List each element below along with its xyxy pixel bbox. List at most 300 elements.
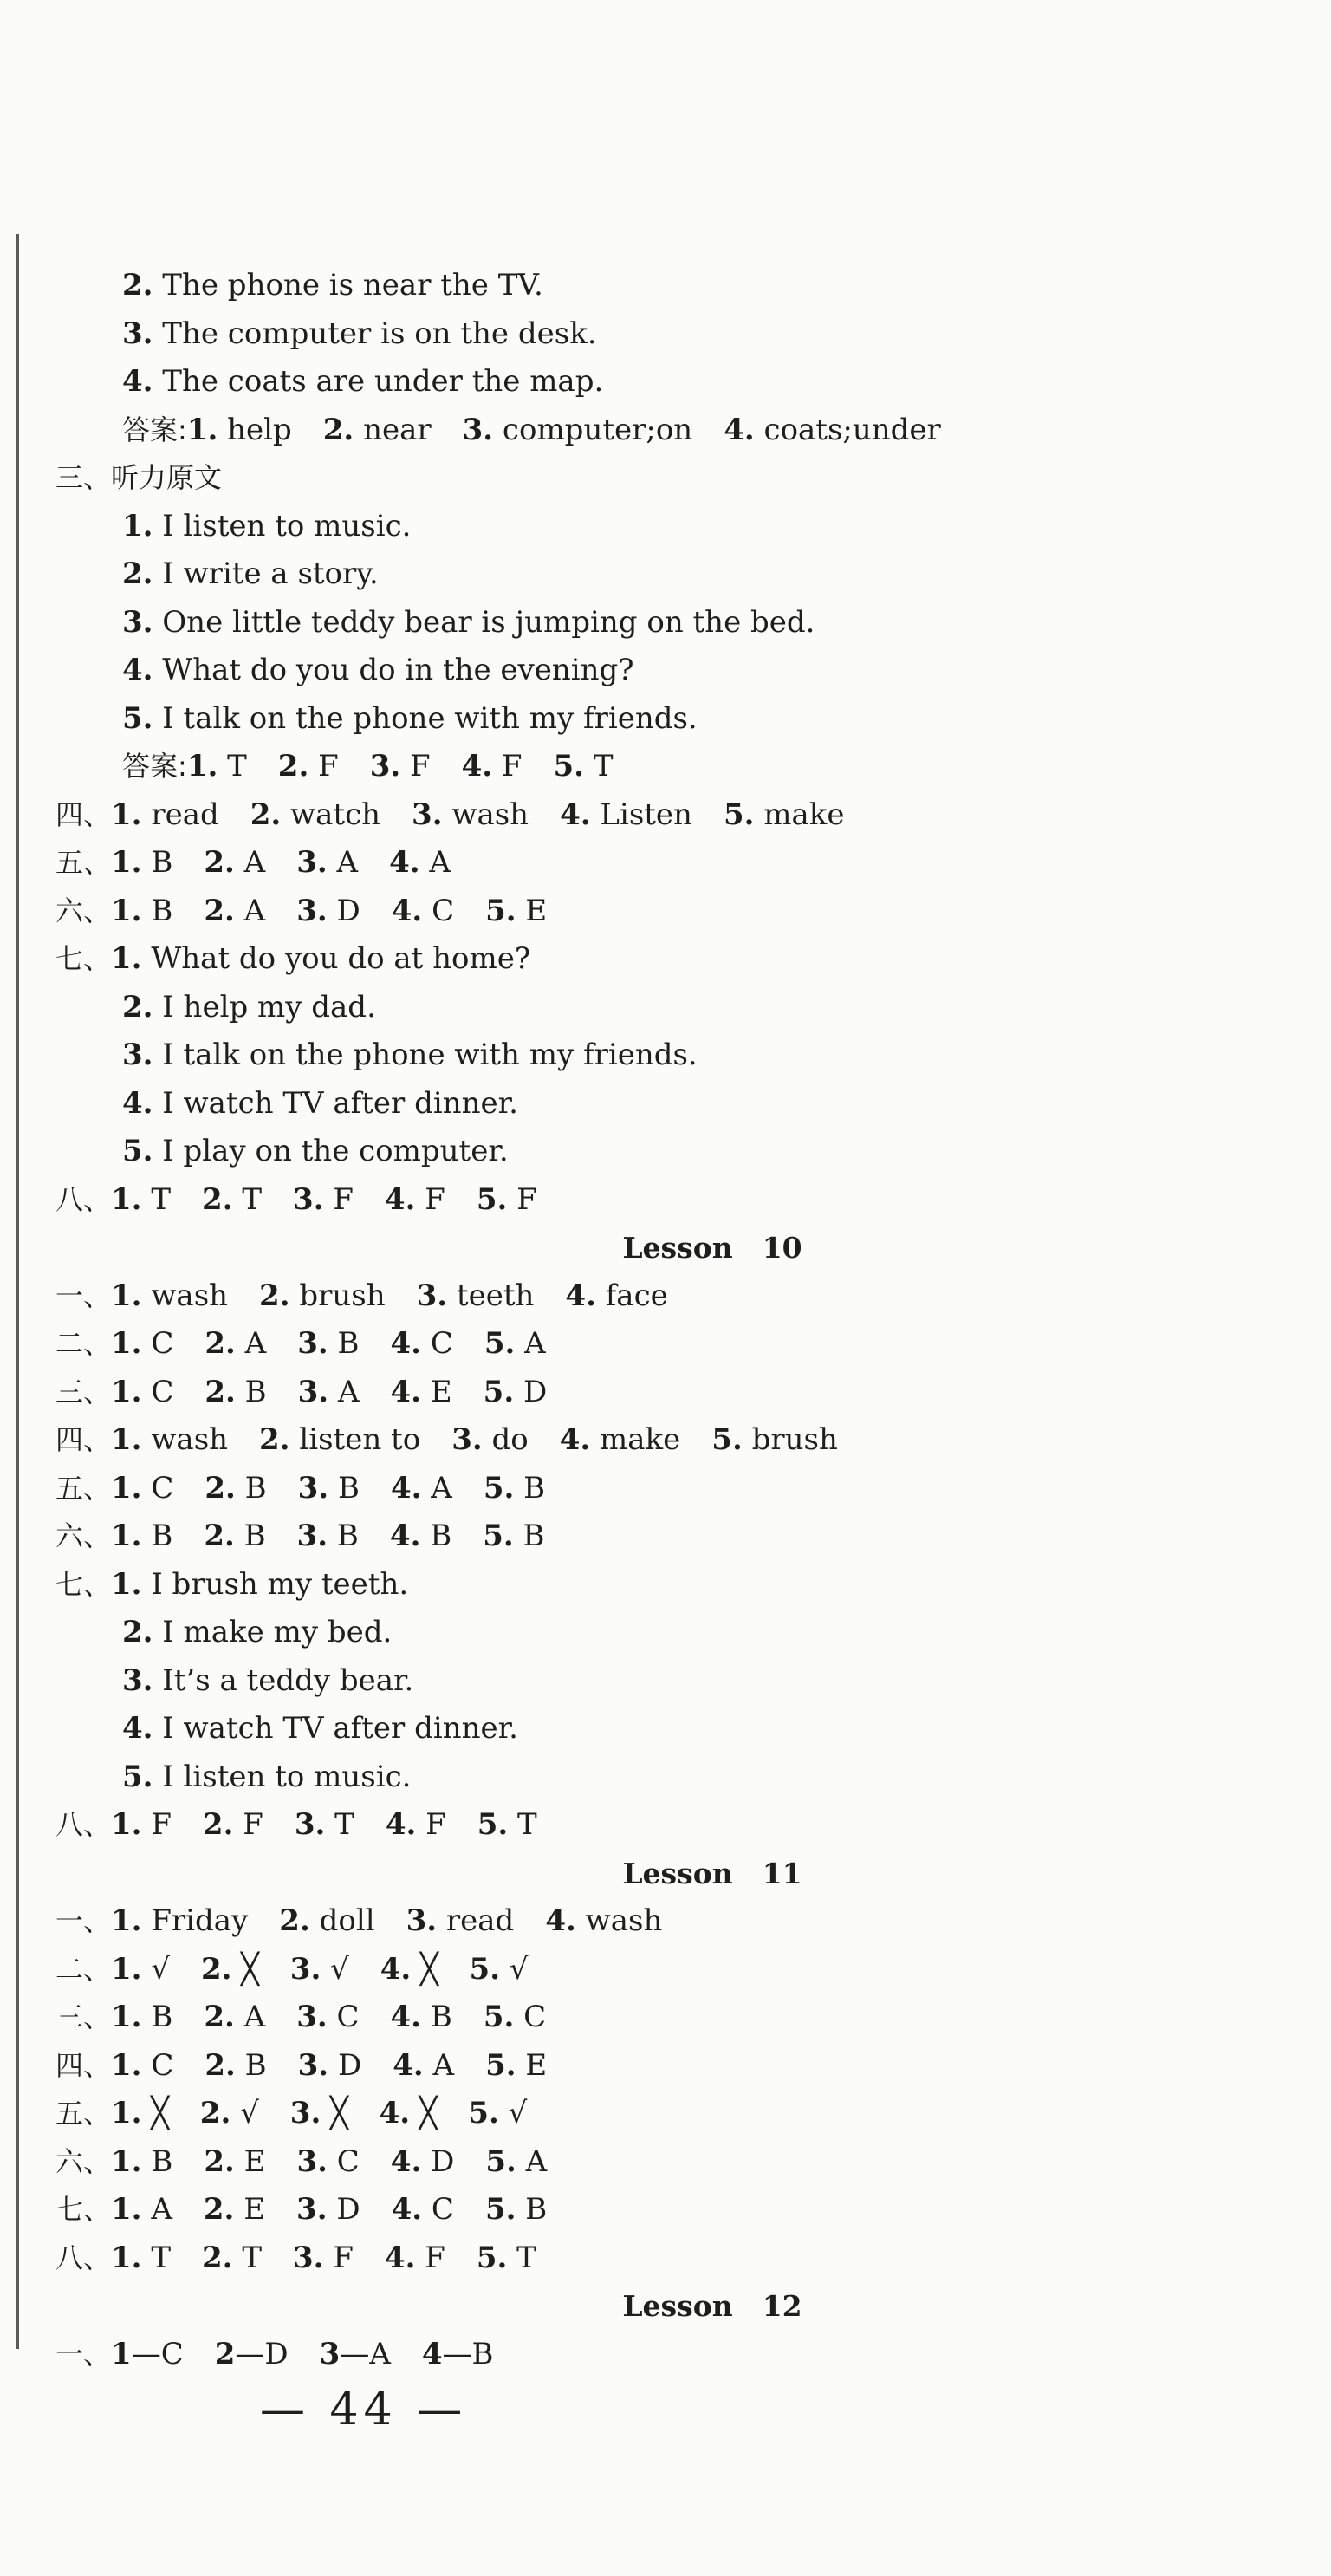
item-number: 5. [553,749,585,784]
item-number: 2. [279,1903,310,1938]
item-answer: I talk on the phone with my friends. [153,700,698,736]
item-number: 1. [111,1181,142,1217]
item-answer: A [423,2047,455,2083]
item-number: 5. [711,1422,743,1457]
item-answer: wash [141,1422,229,1457]
item-answer: wash [442,797,529,832]
item-answer: √ [498,2096,528,2130]
item-answer: B [420,1519,452,1553]
item-answer: I watch TV after dinner. [153,1711,518,1746]
item-answer: A [515,1326,546,1361]
item-answer: √ [141,1951,170,1987]
item-answer: T [232,1181,263,1217]
answer-line [0,2042,1331,2091]
section-label: 七、 [55,942,112,975]
item-number: 3. [406,1903,438,1938]
section-label: 四、 [55,797,112,831]
item-number: 4 [421,2336,443,2371]
item-answer: The computer is on the desk. [153,315,597,351]
item-number: 3. [296,1519,328,1553]
item-answer: T [141,2240,172,2275]
item-answer: ╳ [410,2096,438,2130]
item-answer: C [141,1470,174,1506]
item-answer: —B [442,2336,494,2371]
item-number: 3. [122,1662,153,1698]
item-answer: B [141,2000,173,2034]
section-label: 二、 [55,1952,112,1986]
section-label: 五、 [55,1471,112,1505]
item-number: 3. [296,845,328,880]
item-number: 3. [297,1374,329,1409]
answer-line [0,310,1331,359]
item-answer: It’s a teddy bear. [153,1662,414,1698]
item-answer: I watch TV after dinner. [153,1085,518,1121]
answer-line [0,1946,1331,1994]
item-answer: √ [500,1951,529,1987]
item-number: 3. [122,1038,153,1072]
item-number: 3. [122,315,153,351]
item-answer: E [516,2047,548,2083]
item-number: 4. [565,1278,596,1313]
lesson-heading [0,1224,1331,1272]
answer-line [0,1609,1331,1657]
item-answer: I brush my teeth. [141,1566,409,1602]
item-number: 3. [296,2000,328,2034]
item-answer: A [328,1374,360,1409]
item-answer: —A [340,2336,391,2371]
item-number: 5. [122,1134,153,1168]
item-number: 5. [477,1807,509,1842]
lesson-heading [0,2282,1331,2331]
answer-lines [0,262,1331,2378]
item-number: 2. [202,1181,233,1217]
answer-line [0,1416,1331,1465]
item-answer: B [513,1519,545,1553]
item-answer: T [218,749,247,784]
answer-line [0,1128,1331,1176]
item-answer: read [141,797,219,832]
item-number: 3. [122,604,153,640]
item-answer: One little teddy bear is jumping on the bed. [153,604,815,640]
item-number: 4. [724,412,755,447]
item-answer: F [308,749,339,784]
item-number: 4. [461,749,493,784]
item-answer: C [422,2192,454,2227]
answer-line [0,839,1331,888]
item-answer: I make my bed. [153,1615,393,1649]
item-answer: A [327,845,359,880]
item-answer: C [514,2000,547,2034]
item-number: 1. [111,1951,142,1987]
item-answer: B [235,1470,267,1506]
item-number: 3. [294,1807,326,1842]
item-number: 4. [390,1470,422,1506]
item-number: 1. [122,508,153,543]
item-number: 3. [293,2240,324,2275]
item-number: 3. [296,2192,328,2227]
item-number: 1. [111,2240,142,2275]
item-number: 4. [393,2047,424,2083]
section-label: 八、 [55,1182,112,1216]
item-answer: wash [141,1278,229,1313]
item-answer: What do you do at home? [141,941,531,976]
item-number: 2. [259,1422,290,1457]
item-answer: I help my dad. [153,989,376,1025]
item-answer: D [514,1374,548,1409]
item-answer: Friday [141,1903,249,1938]
item-number: 2. [205,1470,236,1506]
item-number: 3. [462,412,494,447]
item-number: 5. [469,1951,501,1987]
lesson-number: 12 [762,2289,802,2323]
item-answer: near [354,412,432,447]
item-answer: I listen to music. [153,1759,412,1794]
item-answer: A [234,893,266,928]
item-answer: wash [575,1903,663,1938]
answer-line [0,1369,1331,1417]
item-number: 1. [111,1470,142,1506]
item-answer: F [141,1807,172,1842]
item-number: 1. [111,1374,142,1409]
item-answer: E [234,2143,266,2179]
item-answer: T [507,2240,536,2275]
item-number: 3. [293,1181,324,1217]
item-number: 4. [390,2143,422,2179]
item-answer: T [232,2240,263,2275]
answer-line [0,695,1331,744]
item-number: 4. [122,653,153,687]
item-answer: C [327,2143,360,2179]
item-number: 4. [391,893,423,928]
item-answer: B [141,845,173,880]
item-answer: B [328,1470,360,1506]
item-answer: A [141,2192,172,2227]
item-number: 2. [205,2047,236,2083]
item-number: 5. [122,1759,153,1794]
item-answer: The phone is near the TV. [153,268,543,302]
item-answer: I listen to music. [153,508,412,543]
item-answer: A [419,845,451,880]
item-answer: B [234,1519,266,1553]
item-number: 2. [202,1807,234,1842]
item-number: 2. [203,2192,235,2227]
item-answer: make [754,797,845,832]
item-answer: A [516,2143,548,2179]
section-label: 四、 [55,1423,112,1456]
answer-line [0,743,1331,791]
item-number: 4. [122,1085,153,1121]
item-answer: brush [742,1422,838,1457]
item-answer: C [327,2000,360,2034]
answer-line [0,2138,1331,2187]
item-number: 4. [389,1519,421,1553]
section-label: 六、 [55,1519,112,1552]
answer-line [0,262,1331,310]
item-answer: C [141,1374,174,1409]
item-number: 1. [111,1519,142,1553]
item-answer: C [422,893,455,928]
section-label: 答案: [122,750,187,783]
item-number: 2. [202,2240,233,2275]
item-answer: A [235,1326,267,1361]
item-answer: √ [230,2096,259,2130]
answer-line [0,550,1331,599]
item-answer: T [584,749,614,784]
item-answer: T [141,1181,172,1217]
item-number: 2. [201,1951,232,1987]
section-label: 答案: [122,413,187,446]
lesson-title: Lesson [622,2289,733,2323]
item-number: 5. [483,1374,515,1409]
lesson-number: 11 [762,1856,802,1890]
section-label: 七、 [55,2193,112,2226]
answer-line [0,1080,1331,1129]
item-number: 1. [111,2192,142,2227]
item-answer: ╳ [411,1951,438,1987]
item-number: 2. [204,1519,235,1553]
answer-line [0,2090,1331,2138]
item-answer: B [516,2192,548,2227]
item-answer: ╳ [321,2096,348,2130]
item-answer: E [234,2192,266,2227]
item-number: 5. [485,2143,516,2179]
answer-line [0,1753,1331,1802]
item-number: 1. [111,845,142,880]
item-answer: B [421,2000,452,2034]
lesson-title: Lesson [622,1856,733,1890]
section-label: 一、 [55,1904,112,1937]
item-number: 1. [186,412,218,447]
section-label: 三、 [55,1375,112,1408]
section-label: 二、 [55,1327,112,1360]
answer-line [0,984,1331,1032]
item-number: 4. [384,2240,416,2275]
item-number: 4. [122,364,153,399]
item-answer: ╳ [141,2096,169,2130]
item-answer: listen to [289,1422,421,1457]
answer-line [0,2186,1331,2234]
item-number: 1. [111,2096,142,2130]
answer-line [0,1657,1331,1706]
item-answer: B [141,1519,173,1553]
item-number: 5. [484,1326,516,1361]
item-number: 2. [122,989,153,1025]
item-answer: C [141,1326,174,1361]
item-number: 1. [186,749,218,784]
item-number: 2 [214,2336,236,2371]
answer-line [0,935,1331,984]
item-number: 2. [122,1615,153,1649]
item-answer: I play on the computer. [153,1134,509,1168]
item-number: 1. [111,1807,142,1842]
item-answer: —D [235,2336,289,2371]
item-number: 5. [483,1519,514,1553]
item-answer: help [218,412,292,447]
item-number: 2. [250,797,282,832]
item-answer: A [234,2000,266,2034]
item-number: 4. [379,2096,411,2130]
item-number: 1. [111,1278,142,1313]
item-answer: B [328,1326,360,1361]
item-number: 1. [111,2143,142,2179]
item-answer: F [416,1807,446,1842]
item-number: 2. [204,2143,235,2179]
section-label: 六、 [55,2144,112,2178]
answer-line [0,1465,1331,1513]
item-number: 1. [111,2000,142,2034]
item-number: 1. [111,1903,142,1938]
item-answer: brush [289,1278,386,1313]
item-number: 4. [545,1903,576,1938]
section-label: 一、 [55,1278,112,1312]
item-number: 3. [296,2143,328,2179]
item-number: 5. [484,2192,516,2227]
item-answer: F [492,749,523,784]
item-number: 5. [485,893,516,928]
answer-line [0,2331,1331,2379]
item-number: 5. [476,1181,508,1217]
item-number: 2. [277,749,309,784]
answer-line [0,1176,1331,1225]
item-number: 5. [483,2000,515,2034]
item-number: 5. [483,1470,515,1506]
item-number: 4. [380,1951,412,1987]
lesson-title: Lesson [622,1231,733,1265]
section-label: 三、 [55,2000,112,2033]
item-number: 3. [369,749,401,784]
item-number: 4. [384,1181,416,1217]
section-label: 四、 [55,2048,112,2082]
item-number: 3. [289,1951,321,1987]
item-number: 3. [296,893,328,928]
item-number: 5. [122,700,153,736]
answer-line [0,1801,1331,1850]
section-label: 六、 [55,894,112,927]
item-number: 4. [390,1374,422,1409]
item-answer: make [590,1422,681,1457]
item-answer: E [421,1374,452,1409]
answer-line [0,503,1331,551]
item-answer: E [516,893,548,928]
answer-line [0,454,1331,503]
item-answer: B [235,1374,267,1409]
item-answer: What do you do in the evening? [153,653,634,687]
item-answer: —C [131,2336,184,2371]
answer-line [0,407,1331,455]
item-number: 4. [391,2192,423,2227]
item-number: 4. [390,2000,422,2034]
section-label: 五、 [55,846,112,879]
item-number: 1. [111,1422,142,1457]
item-answer: F [323,2240,354,2275]
item-number: 2. [122,268,153,302]
item-number: 1. [111,941,142,976]
item-answer: I write a story. [153,556,379,591]
answer-line [0,1994,1331,2042]
item-answer: B [141,2143,173,2179]
item-number: 4. [560,797,591,832]
section-label: 八、 [55,2241,112,2274]
answer-line [0,1512,1331,1561]
item-number: 1. [111,1326,142,1361]
item-answer: F [507,1181,537,1217]
item-answer: B [235,2047,267,2083]
item-answer: D [328,2047,362,2083]
answer-line [0,791,1331,840]
item-answer: doll [309,1903,375,1938]
item-number: 5. [723,797,755,832]
item-number: 1. [111,797,142,832]
item-answer: coats;under [754,412,941,447]
section-label: 三、听力原文 [55,461,223,494]
item-number: 2. [204,2000,235,2034]
item-answer: read [437,1903,515,1938]
item-answer: F [323,1181,354,1217]
item-answer: T [325,1807,354,1842]
item-answer: C [141,2047,174,2083]
item-number: 2. [259,1278,290,1313]
answer-line [0,1031,1331,1080]
answer-line [0,358,1331,407]
item-number: 5. [476,2240,508,2275]
item-number: 3. [297,1470,329,1506]
item-answer: watch [281,797,381,832]
item-answer: F [415,2240,445,2275]
item-number: 5. [468,2096,499,2130]
item-answer: F [233,1807,263,1842]
answer-line [0,647,1331,695]
item-number: 2. [204,845,235,880]
item-number: 3. [297,2047,329,2083]
item-answer: Listen [590,797,692,832]
item-number: 3. [416,1278,448,1313]
lesson-heading [0,1850,1331,1898]
item-number: 1 [111,2336,132,2371]
section-label: 八、 [55,1808,112,1841]
item-answer: √ [321,1951,349,1987]
answer-line [0,599,1331,647]
item-number: 1. [111,2047,142,2083]
answer-line [0,1272,1331,1321]
item-answer: teeth [447,1278,535,1313]
item-answer: D [327,893,360,928]
item-answer: A [421,1470,452,1506]
answer-line [0,1897,1331,1946]
item-answer: B [141,893,173,928]
item-answer: D [327,2192,360,2227]
item-answer: C [421,1326,453,1361]
item-answer: face [595,1278,668,1313]
item-answer: The coats are under the map. [153,364,604,399]
item-answer: D [421,2143,455,2179]
item-answer: computer;on [493,412,693,447]
section-label: 七、 [55,1567,112,1601]
item-number: 3. [412,797,443,832]
item-answer: F [400,749,431,784]
answer-line [0,1705,1331,1753]
item-number: 1. [111,1566,142,1602]
item-number: 4. [122,1711,153,1746]
item-number: 4. [389,845,420,880]
item-answer: B [328,1519,359,1553]
item-answer: do [482,1422,529,1457]
item-number: 2. [205,1374,236,1409]
item-number: 2. [199,2096,231,2130]
section-label: 一、 [55,2337,112,2371]
item-answer: ╳ [231,1951,259,1987]
answer-line [0,888,1331,936]
answer-line [0,1561,1331,1610]
